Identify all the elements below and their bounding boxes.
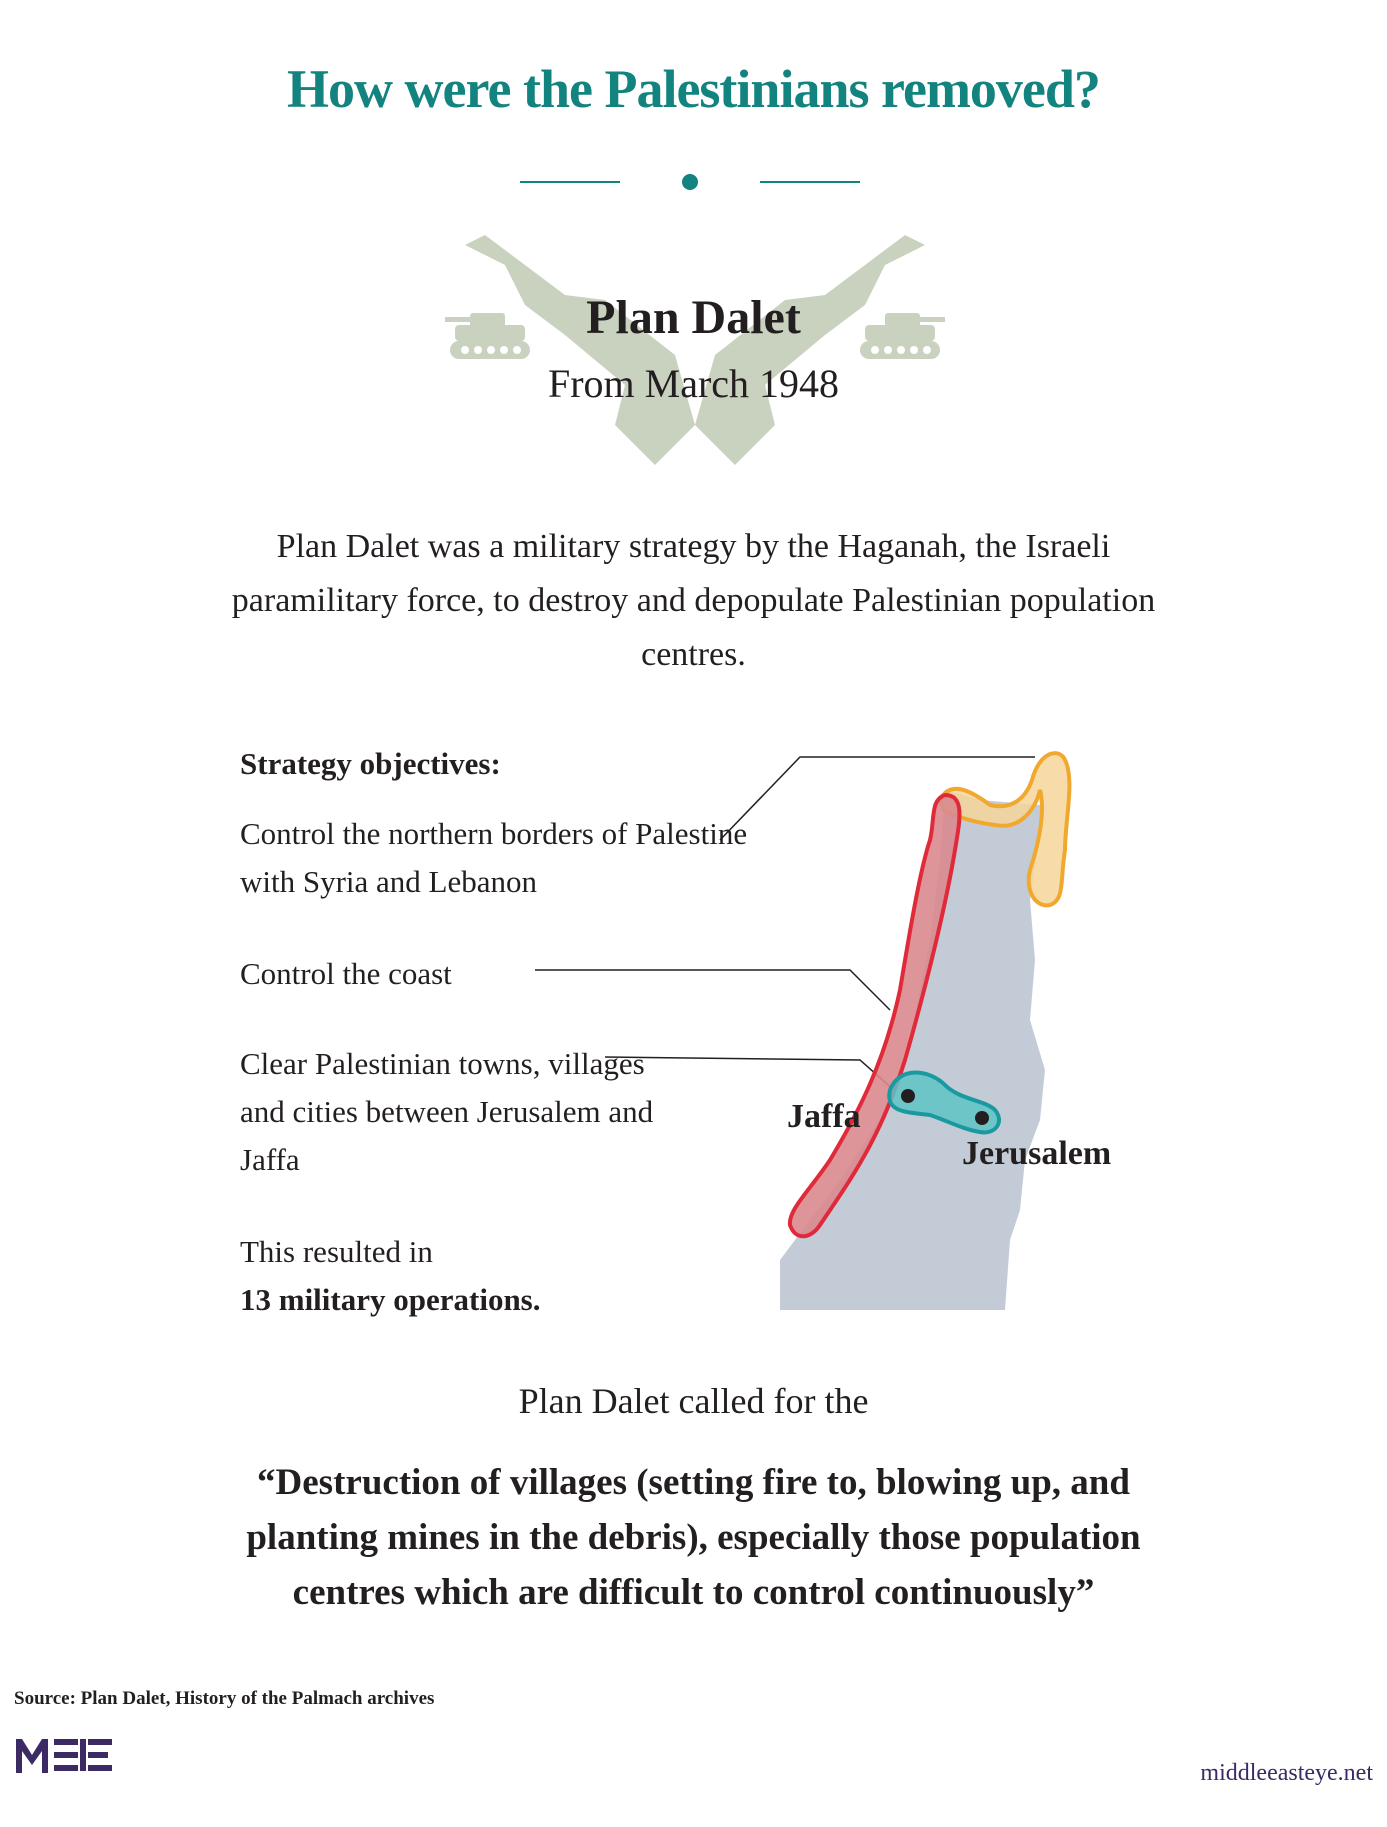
intro-paragraph: Plan Dalet was a military strategy by the Haganah, the Israeli paramilitary force, to destroy and depopulate Palestinian population centres. <box>231 528 1156 673</box>
plan-quote: “Destruction of villages (setting fire to, blowing up, and planting mines in the debris), especially those population centres which are difficult to control continuously” <box>246 1462 1141 1613</box>
result-operations-count: 13 military operations. <box>240 1282 541 1317</box>
jaffa-marker <box>901 1089 915 1103</box>
map-label-jaffa: Jaffa <box>787 1098 861 1135</box>
page-title: How were the Palestinians removed? <box>287 59 1100 119</box>
plan-date: From March 1948 <box>547 361 840 406</box>
title-divider <box>520 170 860 194</box>
jerusalem-marker <box>975 1111 989 1125</box>
result-prefix: This resulted in <box>240 1234 433 1269</box>
objective-coast: Control the coast <box>240 956 452 991</box>
objective-northern-borders: Control the northern borders of Palestine with Syria and Lebanon <box>240 816 748 899</box>
objectives-heading: Strategy objectives: <box>240 746 501 781</box>
result-text <box>240 1228 541 1324</box>
objective-clear-corridor: Clear Palestinian towns, villages and cities between Jerusalem and Jaffa <box>240 1046 654 1177</box>
source-note: Source: Plan Dalet, History of the Palmach archives <box>14 1688 435 1709</box>
called-for-text: Plan Dalet called for the <box>518 1381 869 1421</box>
site-url: middleeasteye.net <box>1200 1760 1373 1786</box>
map-label-jerusalem: Jerusalem <box>962 1135 1112 1172</box>
map-land <box>780 790 1045 1310</box>
plan-name: Plan Dalet <box>586 291 801 344</box>
crossed-rifles-tanks-icon <box>445 225 945 475</box>
palestine-map <box>740 740 1160 1310</box>
mee-logo <box>14 1735 114 1775</box>
